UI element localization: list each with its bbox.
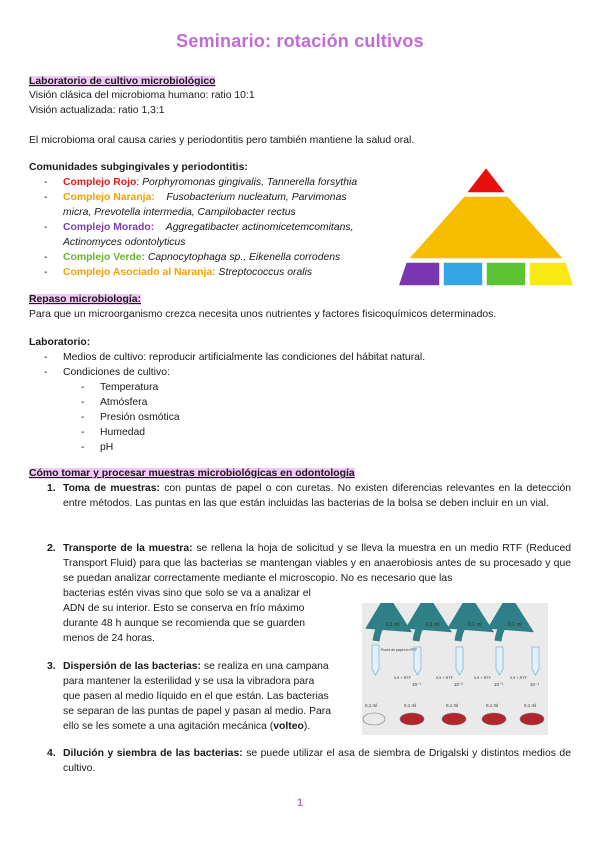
lab-heading: Laboratorio de cultivo microbiológico (29, 76, 216, 87)
plate-label: 0,1 ml (524, 703, 537, 708)
exponent: 10⁻⁴ (530, 682, 540, 687)
lab-line3: El microbioma oral causa caries y periodontitis pero también mantiene la salud oral. (29, 135, 415, 146)
community-purple: - Complejo Morado: Aggregatibacter actinomicetemcomitans, (44, 222, 354, 233)
top-label: 0,1 ml (468, 622, 482, 628)
tube-value: 0,9 + RTF (436, 676, 453, 680)
step-3: 3. Dispersión de las bacterias: se realiza en una campana (47, 661, 329, 672)
pyramid-purple (398, 262, 440, 286)
community-assoc-orange: - Complejo Asociado al Naranja: Streptococcus oralis (44, 267, 313, 278)
step-3-line: para mantener la esterilidad y se usa la vibradora para (63, 676, 315, 687)
pyramid-orange (408, 196, 564, 259)
step-3-line: se separan de las puntas de papel y pasan al medio. Para (63, 706, 332, 717)
community-orange: - Complejo Naranja: Fusobacterium nucleatum, Parvimonas (44, 192, 347, 203)
tube (496, 647, 503, 675)
step-2-line: bacterias estén vivas sino que solo se va a analizar el (63, 588, 311, 599)
pyramid-yellow (529, 262, 574, 286)
condition-item: - Atmósfera (81, 397, 148, 408)
plate-label: 0,1 ml (446, 703, 459, 708)
top-label: 0,1 ml (386, 622, 400, 628)
condition-item: - pH (81, 442, 114, 453)
step-4: 4. Dilución y siembra de las bacterias: se puede utilizar el asa de siembra de Drigalski y distintos medios de cultivo. (47, 748, 571, 774)
petri-dish (482, 713, 506, 725)
petri-dish (400, 713, 424, 725)
petri-dish (520, 713, 544, 725)
plate-label: 0,1 ml (486, 703, 499, 708)
step-1: 1. Toma de muestras: con puntas de papel o con curetas. No existen diferencias relevantes en la detección entre métodos. Las puntas en las que están incluidas las bacterias de la bolsa se deben incluir en un vial. (47, 483, 571, 509)
step-2-line: menos de 24 horas. (63, 633, 155, 644)
lab-line2: Visión actualizada: ratio 1,3:1 (29, 105, 165, 116)
laboratory-heading: Laboratorio: (29, 337, 91, 348)
petri-dish (442, 713, 466, 725)
tube (372, 645, 379, 675)
step-2: 2. Transporte de la muestra: se rellena la hoja de solicitud y se lleva la muestra en un medio RTF (Reduced Transport Fluid) para que las bacterias se mantengan viables y en anaerobiosis antes de su procesado y que se puedan analizar correctamente mediante el microscopio. No es necesario que las (47, 543, 572, 584)
petri-dish (363, 713, 385, 725)
exponent: 10⁻¹ (412, 682, 421, 687)
socransky-pyramid (398, 165, 574, 288)
micro-review-text: Para que un microorganismo crezca necesita unos nutrientes y factores fisicoquímicos determinados. (29, 309, 497, 320)
community-red: - Complejo Rojo: Porphyromonas gingivalis, Tannerella forsythia (44, 177, 358, 188)
lab-line1: Visión clásica del microbioma humano: ratio 10:1 (29, 90, 255, 101)
condition-item: - Temperatura (81, 382, 159, 393)
pyramid-green (486, 262, 526, 286)
community-orange-cont: micra, Prevotella intermedia, Campilobacter rectus (63, 207, 296, 218)
condition-item: - Humedad (81, 427, 146, 438)
tube-label: Punta de papel en RTF (381, 648, 418, 652)
pyramid-red (466, 167, 506, 193)
plate-label: 0,1 ml (404, 703, 417, 708)
page-number: 1 (296, 797, 304, 809)
community-purple-cont: Actinomyces odontolyticus (63, 237, 186, 248)
exponent: 10⁻² (454, 682, 463, 687)
sampling-heading: Cómo tomar y procesar muestras microbiológicas en odontología (29, 468, 355, 479)
plate-label: 0,1 ml (365, 703, 378, 708)
pyramid-blue (443, 262, 483, 286)
communities-heading: Comunidades subgingivales y periodontitis: (29, 162, 248, 173)
page-title: Seminario: rotación cultivos (176, 31, 424, 51)
top-label: 0,1 ml (508, 622, 522, 628)
step-2-line: durante 48 h aunque se recomienda que se guarden (63, 618, 306, 629)
community-green: - Complejo Verde: Capnocytophaga sp., Eikenella corrodens (44, 252, 341, 263)
step-3-line: ello se les somete a una agitación mecánica (volteo). (63, 721, 311, 732)
micro-review-heading: Repaso microbiología: (29, 294, 142, 305)
tube (532, 647, 539, 675)
tube-value: 0,9 + RTF (474, 676, 491, 680)
tube-value: 0,9 + RTF (394, 676, 411, 680)
tube (456, 647, 463, 675)
step-3-line: que pasen al medio líquido en el que están. Las bacterias (63, 691, 329, 702)
top-label: 0,1 ml (426, 622, 440, 628)
exponent: 10⁻³ (494, 682, 503, 687)
step-2-line: ADN de su interior. Esto se conserva en frío máximo (63, 603, 305, 614)
laboratory-item: - Condiciones de cultivo: (44, 367, 170, 378)
condition-item: - Presión osmótica (81, 412, 180, 423)
tube-value: 0,9 + RTF (510, 676, 527, 680)
laboratory-item: - Medios de cultivo: reproducir artificialmente las condiciones del hábitat natural. (44, 352, 426, 363)
serial-dilution-figure (362, 603, 548, 735)
